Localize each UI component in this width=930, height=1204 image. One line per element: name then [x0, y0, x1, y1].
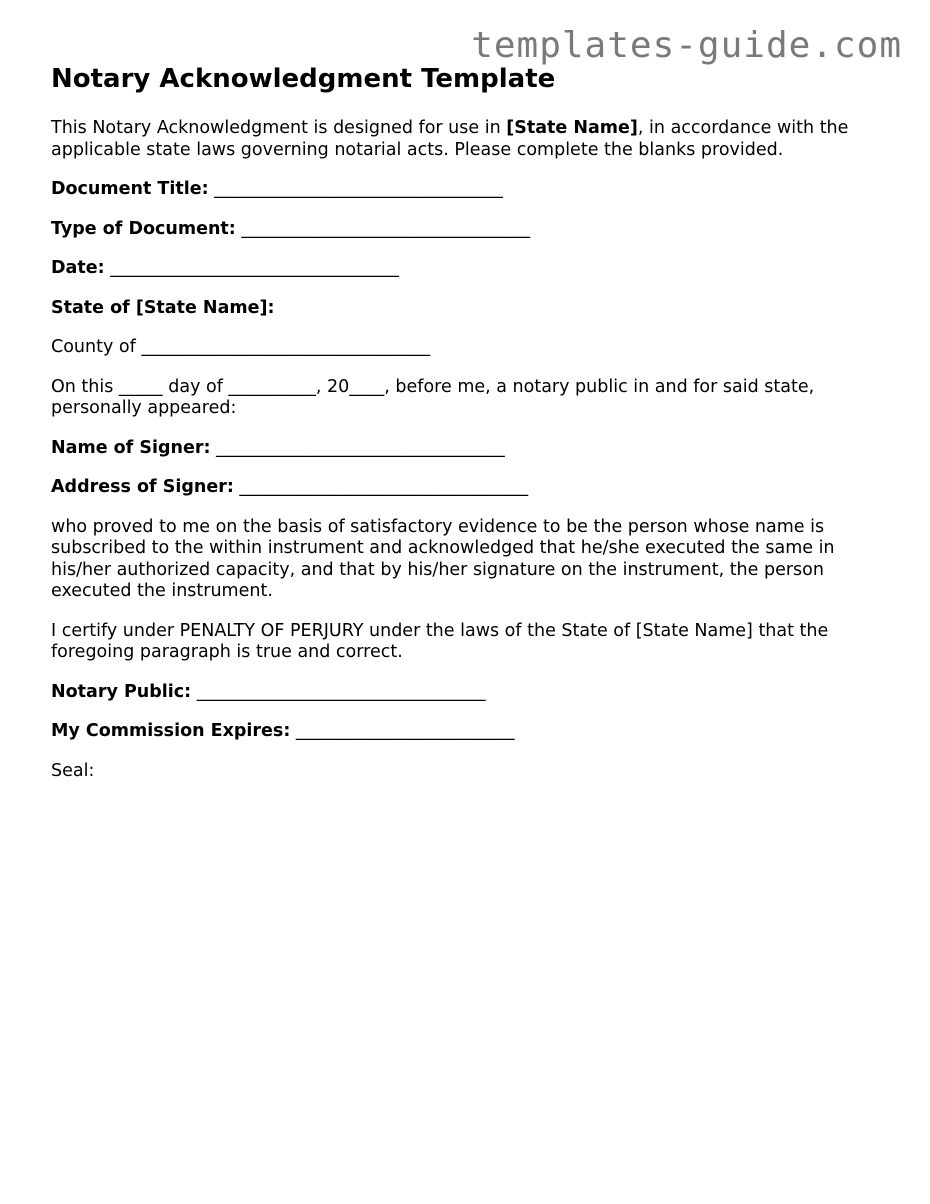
signer-address-field	[51, 477, 881, 499]
notary-public-field	[51, 682, 881, 704]
county-blank[interactable]: _________________________________	[141, 337, 431, 357]
date-field	[51, 258, 881, 280]
intro-text-before: This Notary Acknowledgment is designed for use in	[51, 118, 507, 138]
state-heading: State of [State Name]:	[51, 297, 275, 318]
document-type-field	[51, 219, 881, 241]
date-blank[interactable]: _________________________________	[110, 258, 399, 278]
document-type-label: Type of Document:	[51, 218, 236, 239]
signer-name-blank[interactable]: _________________________________	[216, 437, 505, 458]
signer-name-field	[51, 438, 881, 460]
document-type-blank[interactable]: _________________________________	[241, 218, 531, 239]
signer-name-label: Name of Signer:	[51, 437, 211, 458]
intro-text-after: , in accordance with the applicable state laws governing notarial acts. Please complete the blanks provided.	[51, 118, 849, 160]
document-title-field	[51, 179, 881, 201]
intro-state-name: [State Name]	[506, 118, 638, 138]
county-label: County of	[51, 337, 136, 357]
document-body	[51, 62, 881, 782]
page-title: Notary Acknowledgment Template	[51, 64, 556, 94]
commission-expires-label: My Commission Expires:	[51, 721, 291, 741]
county-field	[51, 337, 881, 359]
notary-public-label: Notary Public:	[51, 681, 192, 702]
document-title-label: Document Title:	[51, 179, 209, 199]
commission-expires-field	[51, 721, 881, 743]
appearance-paragraph: On this _____ day of __________, 20____, before me, a notary public in and for said state, personally appeared:	[51, 376, 815, 418]
date-label: Date:	[51, 258, 105, 278]
intro-paragraph	[51, 118, 881, 161]
watermark: templates-guide.com	[471, 25, 902, 66]
commission-expires-blank[interactable]: _________________________	[295, 721, 515, 741]
certification-paragraph: I certify under PENALTY OF PERJURY under the laws of the State of [State Name] that the foregoing paragraph is true and correct.	[51, 620, 829, 662]
notary-public-blank[interactable]: _________________________________	[196, 681, 486, 702]
signer-address-blank[interactable]: _________________________________	[239, 477, 529, 497]
document-title-blank[interactable]: _________________________________	[214, 179, 503, 199]
signer-address-label: Address of Signer:	[51, 477, 234, 497]
seal-label: Seal:	[51, 760, 95, 781]
proof-paragraph: who proved to me on the basis of satisfactory evidence to be the person whose name is subscribed to the within instrument and acknowledged that he/she executed the same in his/her authorized capacity, and that by his/her signature on the instrument, the person executed the instrument.	[51, 516, 835, 601]
